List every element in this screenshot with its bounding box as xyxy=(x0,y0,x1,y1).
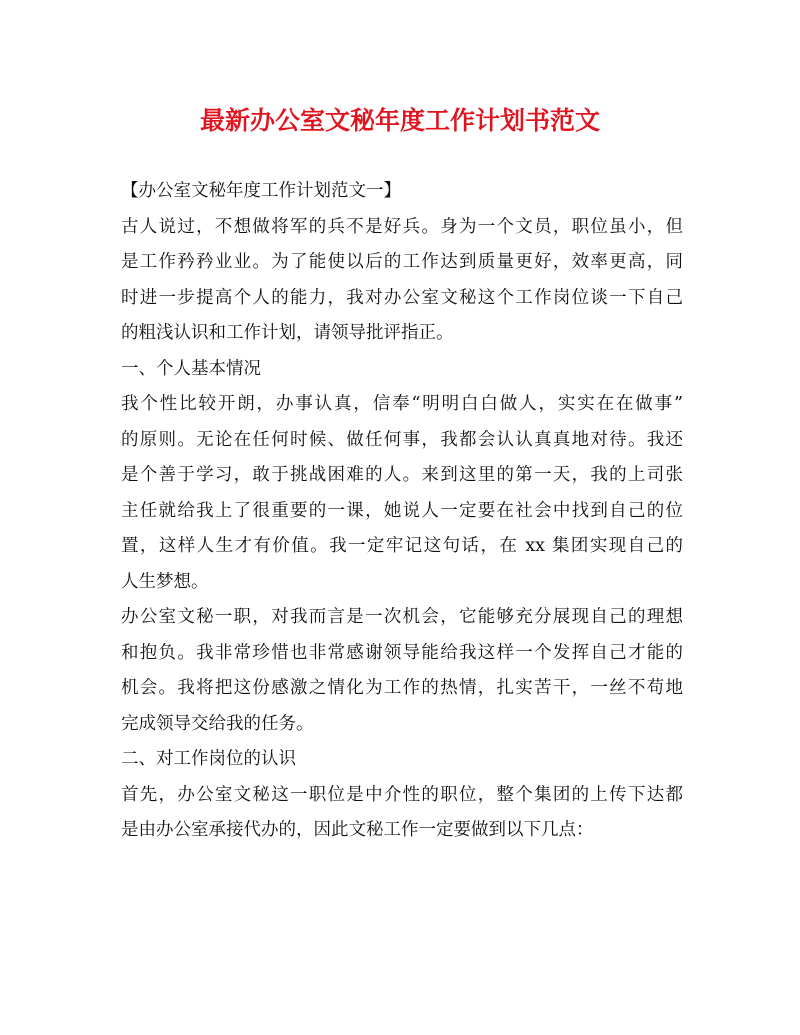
section-heading-1: 【办公室文秘年度工作计划范文一】 xyxy=(121,181,401,201)
section-heading-2: 一、个人基本情况 xyxy=(121,358,261,379)
paragraph-line: 古人说过，不想做将军的兵不是好兵。身为一个文员，职位虽小，但 xyxy=(121,216,683,237)
paragraph-line: 是工作矜矜业业。为了能使以后的工作达到质量更好，效率更高，同 xyxy=(121,252,683,272)
paragraph-line: 人生梦想。 xyxy=(121,571,209,592)
paragraph-line: 办公室文秘一职，对我而言是一次机会，它能够充分展现自己的理想 xyxy=(121,607,683,627)
document-title: 最新办公室文秘年度工作计划书范文 xyxy=(199,106,600,135)
paragraph-line: 的原则。无论在任何时候、做任何事，我都会认认真真地对待。我还 xyxy=(121,429,683,450)
paragraph-line: 我个性比较开朗，办事认真，信奉“明明白白做人，实实在在做事” xyxy=(121,394,683,414)
paragraph-line: 置，这样人生才有价值。我一定牢记这句话，在 xx 集团实现自己的 xyxy=(121,536,683,556)
paragraph-line: 完成领导交给我的任务。 xyxy=(121,713,314,734)
paragraph-line: 是由办公室承接代办的，因此文秘工作一定要做到以下几点： xyxy=(121,820,594,840)
paragraph-line: 机会。我将把这份感激之情化为工作的热情，扎实苦干，一丝不苟地 xyxy=(121,678,683,698)
paragraph-line: 主任就给我上了很重要的一课，她说人一定要在社会中找到自己的位 xyxy=(121,500,683,521)
paragraph-line: 首先，办公室文秘这一职位是中介性的职位，整个集团的上传下达都 xyxy=(121,784,683,805)
paragraph-line: 的粗浅认识和工作计划，请领导批评指正。 xyxy=(121,323,454,343)
paragraph-line: 时进一步提高个人的能力，我对办公室文秘这个工作岗位谈一下自己 xyxy=(121,287,683,308)
document-body xyxy=(121,174,683,849)
paragraph-line: 是个善于学习，敢于挑战困难的人。来到这里的第一天，我的上司张 xyxy=(121,465,683,485)
section-heading-3: 二、对工作岗位的认识 xyxy=(121,749,296,769)
paragraph-line: 和抱负。我非常珍惜也非常感谢领导能给我这样一个发挥自己才能的 xyxy=(121,642,683,663)
